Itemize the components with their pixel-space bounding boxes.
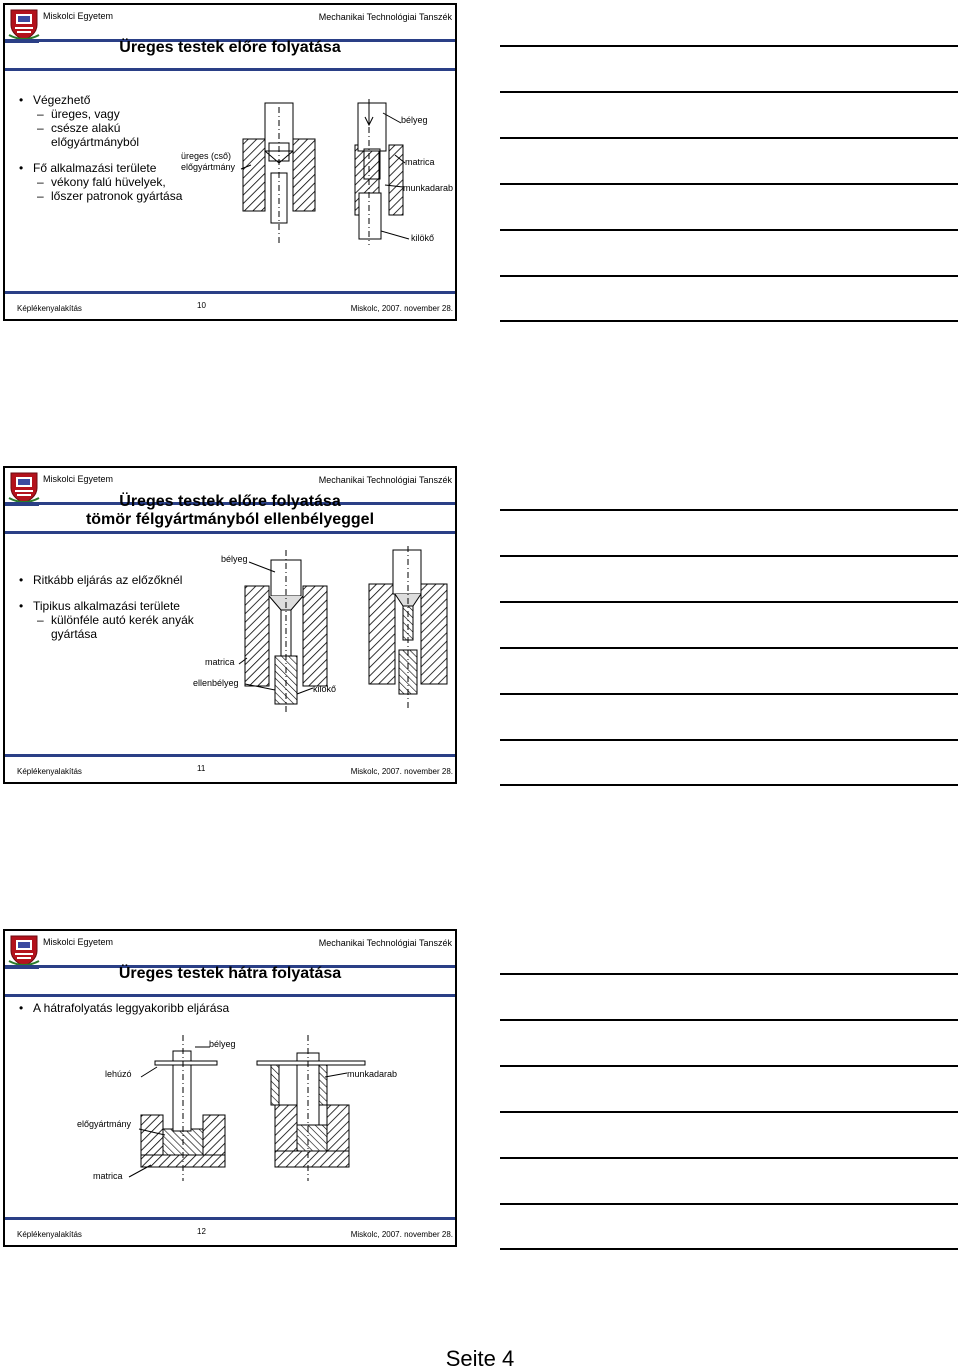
label-munkadarab: munkadarab [347, 1069, 398, 1079]
course-name: Képlékenyalakítás [17, 1230, 82, 1239]
slide-header [5, 5, 455, 42]
note-line [500, 555, 958, 557]
university-crest-icon [7, 7, 41, 41]
title-divider [5, 531, 455, 534]
note-line [500, 1111, 958, 1113]
title-divider [5, 68, 455, 71]
slide-date: Miskolc, 2007. november 28. [350, 304, 453, 313]
bullet-item: • Tipikus alkalmazási területe [17, 599, 201, 613]
university-name: Miskolci Egyetem [43, 474, 114, 484]
label-kiloko: kilökő [411, 233, 435, 243]
backward-extrusion-diagram [65, 1031, 415, 1191]
note-line [500, 509, 958, 511]
slide-title: Üreges testek előre folyatása [119, 39, 341, 56]
slide-header [5, 931, 455, 968]
label-ellenbelyeg: ellenbélyeg [193, 678, 239, 688]
title-divider [5, 994, 455, 997]
note-line [500, 275, 958, 277]
note-line [500, 1203, 958, 1205]
university-name: Miskolci Egyetem [43, 11, 114, 21]
forward-extrusion-diagram [175, 93, 457, 248]
label-lehuzo: lehúzó [105, 1069, 132, 1079]
university-crest-icon [7, 933, 41, 967]
note-line [500, 320, 958, 322]
sub-bullet-item: – lőszer patronok gyártása [17, 189, 182, 203]
label-ureges: üreges (cső) [181, 151, 232, 161]
label-matrica: matrica [205, 657, 235, 667]
slide-number: 11 [197, 764, 206, 773]
footer-divider [5, 291, 455, 294]
sub-bullet-item: – vékony falú hüvelyek, [17, 175, 182, 189]
department-name: Mechanikai Technológiai Tanszék [318, 12, 452, 22]
slide-footer [5, 291, 455, 319]
footer-divider [5, 1217, 455, 1220]
note-line [500, 739, 958, 741]
slide-number: 10 [197, 301, 206, 310]
slide-subtitle: tömör félgyártmányból ellenbélyeggel [85, 511, 375, 528]
note-line [500, 693, 958, 695]
bullet-item: • Fő alkalmazási területe [17, 161, 182, 175]
course-name: Képlékenyalakítás [17, 304, 82, 313]
department-name: Mechanikai Technológiai Tanszék [318, 475, 452, 485]
note-line [500, 1248, 958, 1250]
course-name: Képlékenyalakítás [17, 767, 82, 776]
department-name: Mechanikai Technológiai Tanszék [318, 938, 452, 948]
note-line [500, 647, 958, 649]
label-belyeg: bélyeg [221, 554, 248, 564]
sub-bullet-item: – üreges, vagy [17, 107, 182, 121]
slide-10 [3, 3, 457, 321]
slide-number: 12 [197, 1227, 206, 1236]
note-line [500, 973, 958, 975]
note-line [500, 45, 958, 47]
slide-11 [3, 466, 457, 784]
note-line [500, 91, 958, 93]
label-matrica: matrica [93, 1171, 123, 1181]
note-line [500, 183, 958, 185]
bullet-list [17, 93, 182, 203]
slide-footer [5, 1217, 455, 1245]
university-name: Miskolci Egyetem [43, 937, 114, 947]
slide-12 [3, 929, 457, 1247]
bullet-item: • Ritkább eljárás az előzőknél [17, 573, 201, 587]
slide-date: Miskolc, 2007. november 28. [350, 1230, 453, 1239]
note-line [500, 229, 958, 231]
label-belyeg: bélyeg [209, 1039, 236, 1049]
bullet-item: • Végezhető [17, 93, 182, 107]
label-matrica: matrica [405, 157, 435, 167]
sub-bullet-item: – csésze alakú előgyártmányból [17, 121, 151, 149]
label-elogyartmany: előgyártmány [181, 162, 236, 172]
bullet-item: • A hátrafolyatás leggyakoribb eljárása [17, 1001, 229, 1015]
slide-title: Üreges testek hátra folyatása [118, 965, 342, 982]
slide-title: Üreges testek előre folyatása [119, 493, 341, 510]
label-munkadarab: munkadarab [403, 183, 454, 193]
note-line [500, 1157, 958, 1159]
slide-date: Miskolc, 2007. november 28. [350, 767, 453, 776]
note-line [500, 137, 958, 139]
label-belyeg: bélyeg [401, 115, 428, 125]
note-line [500, 1065, 958, 1067]
label-kiloko: kilökő [313, 684, 337, 694]
note-line [500, 1019, 958, 1021]
note-line [500, 601, 958, 603]
bullet-list [17, 1001, 229, 1015]
slide-footer [5, 754, 455, 782]
bullet-list [17, 573, 201, 641]
sub-bullet-item: – különféle autó kerék anyák gyártása [17, 613, 201, 641]
page-footer: Seite 4 [445, 1346, 515, 1371]
counter-punch-extrusion-diagram [185, 546, 455, 714]
label-elogyartmany: előgyártmány [77, 1119, 132, 1129]
footer-divider [5, 754, 455, 757]
note-line [500, 784, 958, 786]
